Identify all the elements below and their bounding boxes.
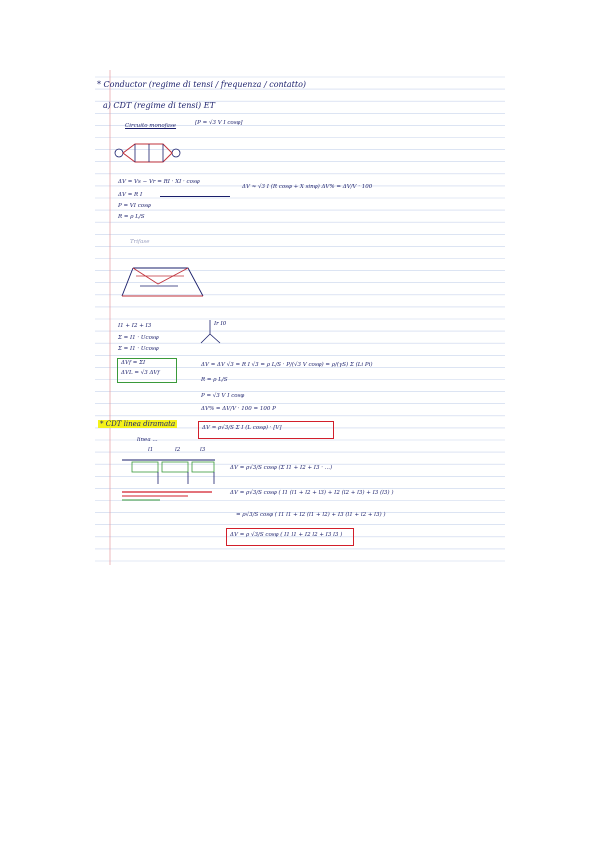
- equation-1c: P = VI cosφ: [118, 203, 151, 209]
- result-2: ΔV = ρ √3/S cosφ ( I1 l1 + I2 l2 + I3 l3 ): [230, 532, 343, 538]
- page-header: * Conductor (regime di tensi / frequenza / contatto): [97, 80, 307, 89]
- equation-3: R = ρ L/S: [201, 377, 228, 383]
- section-subtitle: linea ...: [137, 437, 158, 443]
- equation-1: ΔV = Vs − Vr = RI · XI · cosφ: [118, 179, 200, 185]
- star-label: Ir I0: [214, 321, 227, 327]
- circuito-formula: [P = √3 V I cosφ]: [195, 120, 243, 126]
- branched-line-sketch: [120, 452, 220, 507]
- equation-1b: ΔV = R I: [118, 192, 143, 198]
- tri-sym-3: Σ = I1 · Ucosφ: [118, 346, 159, 352]
- green-line-1: ΔVf = ΣI: [121, 360, 146, 366]
- result-1: ΔV = ρ√3/S Σ I (L cosφ) · [V]: [202, 425, 282, 431]
- equation-7: ΔV = ρ√3/S cosφ ( I1 (l1 + l2 + l3) + I2 (l2 + l3) + I3 (l3) ): [230, 490, 394, 496]
- single-phase-circuit-sketch: [113, 136, 183, 170]
- section-title-diramata: * CDT linea diramata: [100, 420, 176, 428]
- line-label-2: l2: [175, 447, 181, 453]
- line-label-1: l1: [148, 447, 154, 453]
- circuito-label: Circuito monofase: [125, 123, 177, 129]
- equation-4: P = √3 V I cosφ: [201, 393, 245, 399]
- three-phase-circuit-sketch: [118, 262, 208, 314]
- equation-2: ΔV = ΔV √3 = R I √3 = ρ L/S · P/(√3 V cosφ) = ρ/(γS) Σ (Li Pi): [201, 362, 373, 368]
- trifase-label: Trifase: [130, 239, 150, 245]
- tri-sym-1: I1 + I2 + I3: [118, 323, 152, 329]
- equation-1d: R = ρ L/S: [118, 214, 145, 220]
- equation-8: = ρ√3/S cosφ ( I1 l1 + I2 (l1 + l2) + I3 (l1 + l2 + l3) ): [236, 512, 386, 518]
- line-label-3: l3: [200, 447, 206, 453]
- tri-sym-2: Σ = I1 · Ucosφ: [118, 335, 159, 341]
- equation-right: ΔV ≈ √3 I (R cosφ + X sinφ) ΔV% = ΔV/V · 100: [242, 184, 373, 190]
- equation-6: ΔV = ρ√3/S cosφ (Σ I1 + I2 + I3 · ...): [230, 465, 333, 471]
- green-line-2: ΔVL = √3 ΔVf: [121, 370, 160, 376]
- section-title-cdt: a) CDT (regime di tensi) ET: [103, 101, 215, 110]
- arrow-line: [160, 196, 230, 197]
- equation-5: ΔV% = ΔV/V · 100 = 100 P: [201, 406, 276, 412]
